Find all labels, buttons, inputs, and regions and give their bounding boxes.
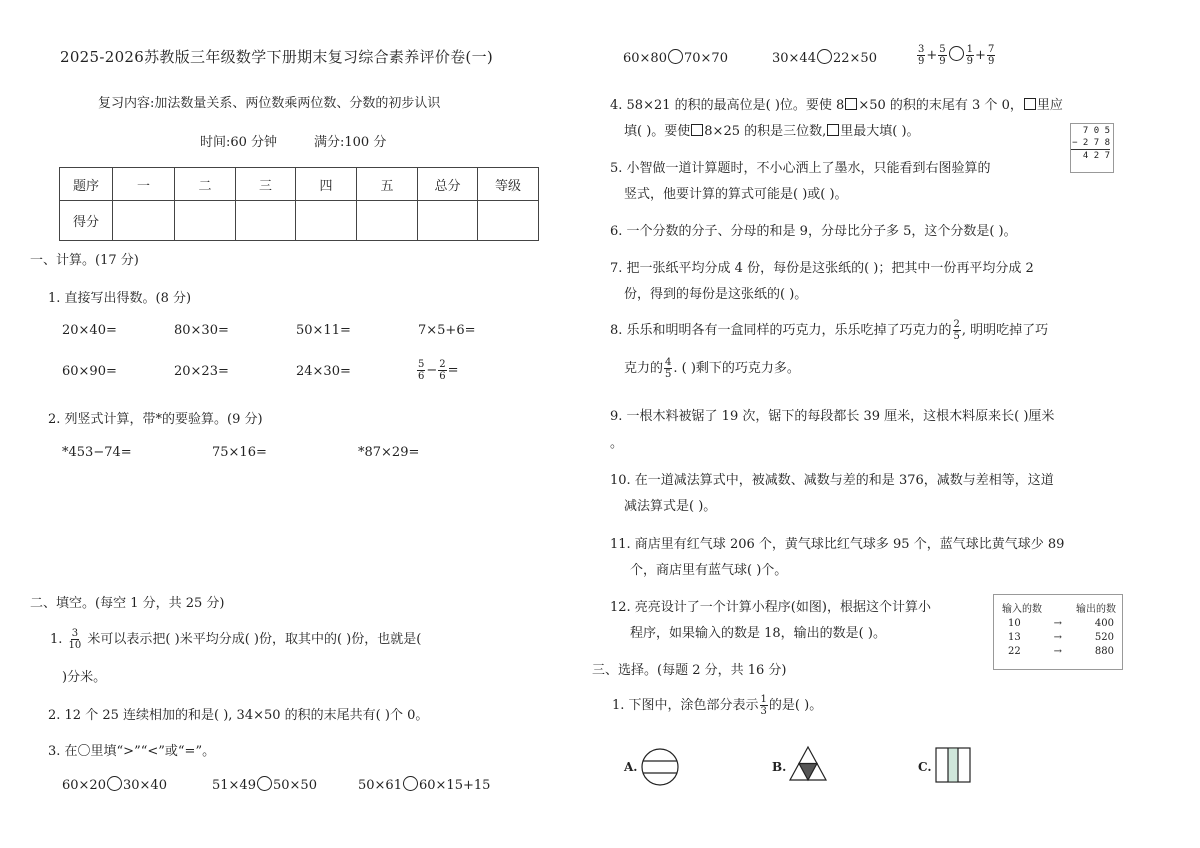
arrow-icon: →: [1053, 618, 1063, 629]
operator: −: [426, 363, 438, 378]
fraction: [987, 44, 995, 67]
score-table-header-row: [60, 168, 539, 201]
q5-line1: 5. 小智做一道计算题时，不小心洒上了墨水，只能看到右图验算的: [610, 161, 991, 176]
fraction: [417, 359, 425, 382]
compare-item: [623, 49, 728, 66]
denominator: 9: [966, 56, 974, 67]
compare-left: 60×20: [62, 778, 106, 793]
fraction: [938, 44, 946, 67]
blank-square[interactable]: [845, 98, 857, 110]
option-c-rectangle-figure[interactable]: [934, 746, 974, 784]
text: 填( )。要使: [624, 124, 691, 139]
compare-left: 51×49: [212, 778, 256, 793]
output-value: 880: [1094, 646, 1114, 657]
q10-line2: 减法算式是( )。: [624, 499, 717, 514]
denominator: 5: [953, 331, 960, 342]
text: 8. 乐乐和明明各有一盒同样的巧克力，乐乐吃掉了巧克力的: [610, 323, 952, 338]
score-header-cell: 三: [236, 168, 296, 201]
equals: =: [447, 363, 459, 378]
denominator: 5: [665, 369, 672, 380]
s1-q2-item: 75×16=: [212, 445, 267, 460]
score-header-cell: 四: [296, 168, 357, 201]
fraction: [760, 694, 768, 717]
text: 的是( )。: [768, 698, 823, 713]
option-b-triangle-figure[interactable]: [788, 745, 828, 783]
compare-right: 30×40: [122, 778, 167, 793]
review-content: 复习内容:加法数量关系、两位数乘两位数、分数的初步认识: [98, 96, 441, 111]
text: 里最大填( )。: [840, 124, 920, 139]
option-b-label[interactable]: B.: [772, 760, 787, 774]
score-header-cell: 五: [357, 168, 418, 201]
score-input-cell[interactable]: [296, 201, 357, 241]
denominator: 6: [418, 371, 425, 382]
q8-line2: [624, 357, 800, 380]
input-value: 10: [1008, 618, 1021, 629]
numerator: 7: [987, 44, 995, 55]
text: 4. 58×21 的积的最高位是( )位。要使 8: [610, 98, 845, 113]
denominator: 9: [987, 56, 995, 67]
text: . ( )剩下的巧克力多。: [673, 361, 800, 376]
text: 8×25 的积是三位数,: [704, 124, 827, 139]
vcalc-line: 7 0 5: [1082, 126, 1110, 136]
s1-q2-item: *453−74=: [62, 445, 132, 460]
question-number: 1.: [50, 632, 63, 647]
text: 1. 下图中，涂色部分表示: [612, 698, 759, 713]
s1-q2-item: *87×29=: [358, 445, 420, 460]
score-input-cell[interactable]: [478, 201, 539, 241]
compare-right: 22×50: [832, 51, 877, 66]
s2-q1-cont: )分米。: [62, 670, 107, 685]
q4-line2: [624, 120, 920, 139]
option-c-label[interactable]: C.: [918, 760, 932, 774]
q4-line1: [610, 94, 1063, 113]
denominator: 10: [68, 640, 82, 651]
numerator: 2: [439, 359, 446, 370]
blank-circle[interactable]: [668, 49, 683, 64]
blank-square[interactable]: [827, 124, 839, 136]
text: 克力的: [624, 361, 664, 376]
score-header-cell: 一: [113, 168, 175, 201]
section1-title: 一、计算。(17 分): [30, 253, 139, 268]
numerator: 5: [418, 359, 425, 370]
program-row: [994, 615, 1122, 629]
arrow-icon: →: [1053, 632, 1063, 643]
blank-circle[interactable]: [403, 776, 418, 791]
compare-right: 50×50: [272, 778, 317, 793]
question-text: 米可以表示把( )米平均分成( )份，取其中的( )份，也就是(: [87, 632, 422, 647]
s1-q1-item: 7×5+6=: [418, 323, 476, 338]
score-table: [59, 167, 539, 241]
numerator: 4: [665, 357, 672, 368]
score-header-cell: 总分: [418, 168, 478, 201]
vertical-calculation-figure: [1070, 123, 1114, 173]
numerator: 3: [918, 44, 925, 55]
blank-circle[interactable]: [257, 776, 272, 791]
compare-left: 30×44: [772, 51, 816, 66]
score-input-cell[interactable]: [236, 201, 296, 241]
numerator: 1: [760, 694, 767, 705]
compare-item: [62, 776, 167, 793]
s2-q2: 2. 12 个 25 连续相加的和是( ), 34×50 的积的末尾共有( )个 0。: [48, 708, 429, 723]
denominator: 9: [939, 56, 946, 67]
score-input-cell[interactable]: [418, 201, 478, 241]
blank-circle[interactable]: [817, 49, 832, 64]
compare-item: [358, 776, 490, 793]
score-input-cell[interactable]: [175, 201, 236, 241]
score-input-cell[interactable]: [357, 201, 418, 241]
section2-title: 二、填空。(每空 1 分，共 25 分): [30, 596, 225, 611]
q11-line1: 11. 商店里有红气球 206 个，黄气球比红气球多 95 个，蓝气球比黄气球少 89: [610, 537, 1065, 552]
numerator: 3: [71, 628, 79, 639]
program-header: [994, 595, 1122, 615]
blank-circle[interactable]: [949, 46, 964, 61]
s1-q1-item: 24×30=: [296, 364, 351, 379]
s1-q1-item: 80×30=: [174, 323, 229, 338]
text: 里应: [1036, 98, 1063, 113]
score-row-label: 得分: [60, 201, 113, 241]
s1-q1-title: 1. 直接写出得数。(8 分): [48, 291, 192, 306]
compare-item: [212, 776, 317, 793]
denominator: 6: [439, 371, 446, 382]
program-row: [994, 643, 1122, 657]
compare-right: 60×15+15: [418, 778, 491, 793]
denominator: 3: [760, 706, 767, 717]
s1-q1-item: 20×23=: [174, 364, 229, 379]
output-label: 输出的数: [1076, 604, 1116, 615]
fraction: [953, 319, 961, 342]
compare-left: 50×61: [358, 778, 402, 793]
q11-line2: 个，商店里有蓝气球( )个。: [630, 563, 788, 578]
score-header-cell: 题序: [60, 168, 113, 201]
q9-line1: 9. 一根木料被锯了 19 次，锯下的每段都长 39 厘米，这根木料原来长( )厘米: [610, 409, 1055, 424]
input-value: 22: [1008, 646, 1021, 657]
exam-time: 时间:60 分钟: [200, 135, 278, 150]
output-value: 400: [1094, 618, 1114, 629]
s1-q1-item: 60×90=: [62, 364, 117, 379]
compare-left: 60×80: [623, 51, 667, 66]
fraction-compare-item: $\frac{3}{9}$ + $\frac{5}{9}$ $\frac{1}{9}$ + $\frac{7}{9}$: [918, 44, 995, 67]
compare-item: [772, 49, 877, 66]
score-table-score-row: [60, 201, 539, 241]
score-header-cell: 等级: [478, 168, 539, 201]
fraction: [966, 44, 974, 67]
input-label: 输入的数: [1002, 604, 1042, 615]
numerator: 2: [953, 319, 960, 330]
program-row: [994, 629, 1122, 643]
q8-line1: [610, 319, 1048, 342]
q7-line1: 7. 把一张纸平均分成 4 份，每份是这张纸的( )；把其中一份再平均分成 2: [610, 261, 1034, 276]
fraction-subtraction-expr: [416, 359, 459, 382]
q10-line1: 10. 在一道减法算式中，被减数、减数与差的和是 376，减数与差相等，这道: [610, 473, 1054, 488]
q5-line2: 竖式，他要计算的算式可能是( )或( )。: [624, 187, 848, 202]
output-value: 520: [1094, 632, 1114, 643]
option-a-circle-figure[interactable]: [640, 747, 680, 787]
q12-line1: 12. 亮亮设计了一个计算小程序(如图)，根据这个计算小: [610, 600, 931, 615]
score-input-cell[interactable]: [113, 201, 175, 241]
fraction: [438, 359, 446, 382]
numerator: 1: [966, 44, 974, 55]
blank-square[interactable]: [1024, 98, 1036, 110]
text: ×50 的积的末尾有 3 个 0，: [858, 98, 1023, 113]
q7-line2: 份，得到的每份是这张纸的( )。: [624, 287, 808, 302]
input-value: 13: [1008, 632, 1021, 643]
vcalc-line: 4 2 7: [1071, 149, 1110, 162]
text: , 明明吃掉了巧: [961, 323, 1049, 338]
vcalc-line: − 2 7 8: [1072, 138, 1110, 148]
fraction: [68, 628, 83, 651]
blank-circle[interactable]: [107, 776, 122, 791]
calculator-program-table: [993, 594, 1123, 670]
numerator: 5: [939, 44, 946, 55]
s2-q3-title: 3. 在〇里填“>”“<”或“=”。: [48, 744, 216, 759]
exam-title: 2025-2026苏教版三年级数学下册期末复习综合素养评价卷(一): [60, 48, 494, 66]
s3-q1: [612, 694, 822, 717]
q6: 6. 一个分数的分子、分母的和是 9，分母比分子多 5，这个分数是( )。: [610, 224, 1017, 239]
denominator: 9: [918, 56, 925, 67]
s2-q1: [50, 628, 421, 651]
option-a-label[interactable]: A.: [624, 760, 638, 774]
q12-line2: 程序，如果输入的数是 18，输出的数是( )。: [630, 626, 886, 641]
arrow-icon: →: [1053, 646, 1063, 657]
exam-full-score: 满分:100 分: [314, 135, 387, 150]
compare-right: 70×70: [683, 51, 728, 66]
q9-line2: 。: [610, 436, 624, 451]
fraction: [917, 44, 925, 67]
section3-title: 三、选择。(每题 2 分，共 16 分): [592, 663, 787, 678]
score-header-cell: 二: [175, 168, 236, 201]
fraction: [664, 357, 672, 380]
s1-q1-item: 20×40=: [62, 323, 117, 338]
s1-q1-item: 50×11=: [296, 323, 351, 338]
blank-square[interactable]: [691, 124, 703, 136]
s1-q2-title: 2. 列竖式计算，带*的要验算。(9 分): [48, 412, 263, 427]
